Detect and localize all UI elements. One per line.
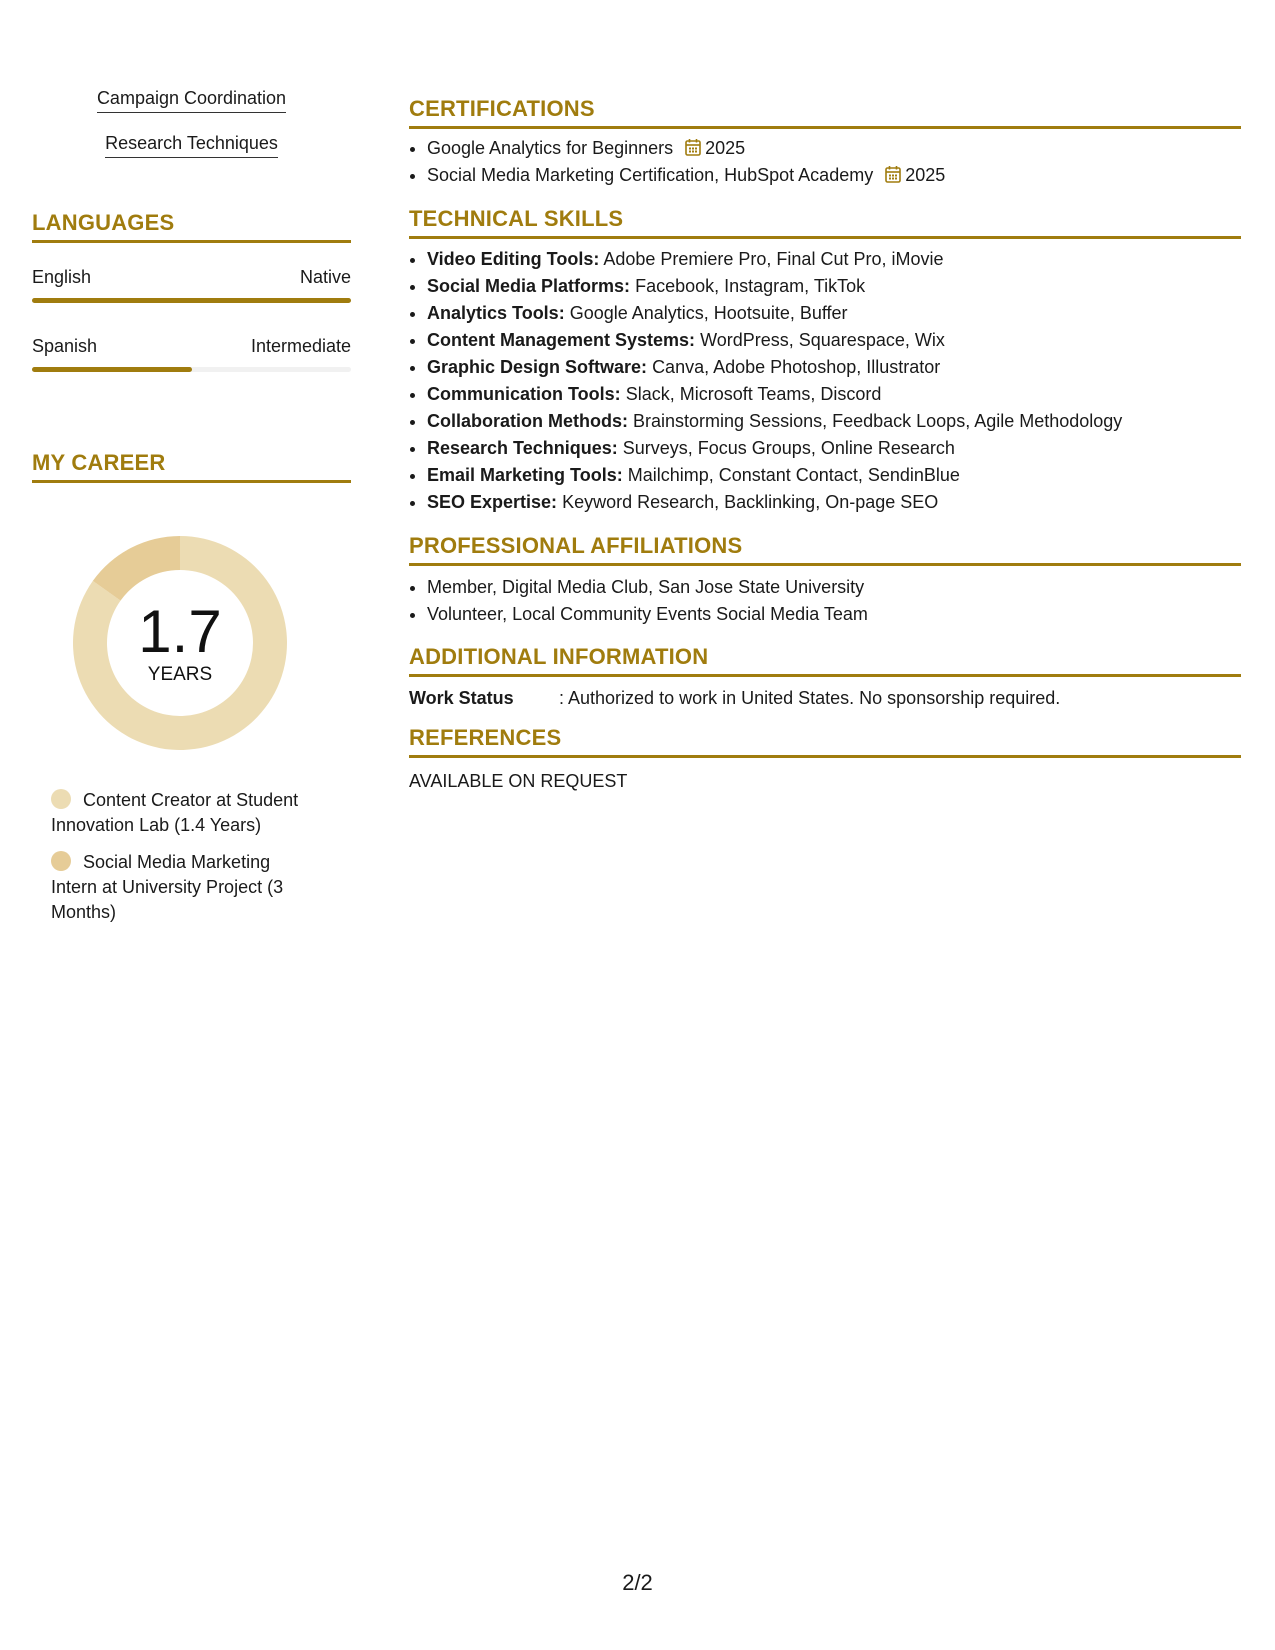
career-legend-item xyxy=(51,788,311,838)
skill-item xyxy=(427,408,1241,435)
skill-label: Research Techniques: xyxy=(427,438,618,458)
skill-value: WordPress, Squarespace, Wix xyxy=(700,330,945,350)
certification-item xyxy=(427,135,1241,162)
skill-item xyxy=(427,273,1241,300)
language-proficiency-bar xyxy=(32,298,351,303)
skill-item xyxy=(427,381,1241,408)
skill-tag[interactable] xyxy=(32,133,351,158)
career-total-value: 1.7 xyxy=(138,598,222,665)
legend-dot xyxy=(51,851,71,871)
languages-title: LANGUAGES xyxy=(32,210,351,243)
skill-label: Graphic Design Software: xyxy=(427,357,648,377)
skill-value: Surveys, Focus Groups, Online Research xyxy=(622,438,955,458)
legend-dot xyxy=(51,789,71,809)
references-text: AVAILABLE ON REQUEST xyxy=(409,771,628,791)
skill-tag-label: Research Techniques xyxy=(105,133,278,158)
skill-label: Communication Tools: xyxy=(427,384,621,404)
skill-value: Facebook, Instagram, TikTok xyxy=(635,276,866,296)
work-status-label: Work Status xyxy=(409,688,514,708)
technical-skills-list xyxy=(409,246,1241,516)
skill-value: Adobe Premiere Pro, Final Cut Pro, iMovie xyxy=(603,249,944,269)
certification-year: 2025 xyxy=(705,138,746,158)
skill-item xyxy=(427,246,1241,273)
skill-item xyxy=(427,489,1241,516)
affiliation-item: • Member, Digital Media Club, San Jose State University xyxy=(427,574,1241,601)
skill-value: Slack, Microsoft Teams, Discord xyxy=(625,384,882,404)
skill-value: Google Analytics, Hootsuite, Buffer xyxy=(569,303,848,323)
skill-tag-label: Campaign Coordination xyxy=(97,88,286,113)
language-proficiency-fill xyxy=(32,298,351,303)
certifications-title: CERTIFICATIONS xyxy=(409,96,1241,129)
work-status-value: : Authorized to work in United States. No sponsorship required. xyxy=(559,688,1061,708)
skill-tag[interactable] xyxy=(32,88,351,113)
skill-label: Analytics Tools: xyxy=(427,303,565,323)
skill-value: Canva, Adobe Photoshop, Illustrator xyxy=(652,357,941,377)
career-total-unit: YEARS xyxy=(147,664,213,685)
skill-value: Keyword Research, Backlinking, On-page SEO xyxy=(562,492,939,512)
skill-label: Content Management Systems: xyxy=(427,330,696,350)
certifications-list xyxy=(409,135,1241,189)
technical-skills-title: TECHNICAL SKILLS xyxy=(409,206,1241,239)
skill-value: Brainstorming Sessions, Feedback Loops, Agile Methodology xyxy=(633,411,1123,431)
calendar-icon xyxy=(685,137,701,164)
skill-label: Email Marketing Tools: xyxy=(427,465,623,485)
skill-label: SEO Expertise: xyxy=(427,492,558,512)
certification-item xyxy=(427,162,1241,189)
language-name: Spanish xyxy=(32,336,98,356)
skill-item xyxy=(427,354,1241,381)
additional-info-title: ADDITIONAL INFORMATION xyxy=(409,644,1241,677)
references-title: REFERENCES xyxy=(409,725,1241,758)
page-number: 2/2 xyxy=(622,1570,653,1595)
skill-value: Mailchimp, Constant Contact, SendinBlue xyxy=(627,465,960,485)
career-title: MY CAREER xyxy=(32,450,351,483)
language-level: Native xyxy=(299,267,351,287)
legend-label: Social Media Marketing Intern at University Project (3 Months) xyxy=(51,852,284,922)
affiliation-item: • Volunteer, Local Community Events Social Media Team xyxy=(427,601,1241,628)
skill-label: Social Media Platforms: xyxy=(427,276,631,296)
skill-item xyxy=(427,327,1241,354)
certification-name: Google Analytics for Beginners xyxy=(427,138,674,158)
affiliations-title: PROFESSIONAL AFFILIATIONS xyxy=(409,533,1241,566)
language-proficiency-bar xyxy=(32,367,351,372)
calendar-icon xyxy=(885,164,901,191)
career-legend-item xyxy=(51,850,311,925)
legend-label: Content Creator at Student Innovation Lab (1.4 Years) xyxy=(51,790,299,835)
skill-label: Video Editing Tools: xyxy=(427,249,600,269)
skill-item xyxy=(427,435,1241,462)
skill-label: Collaboration Methods: xyxy=(427,411,628,431)
skill-item xyxy=(427,300,1241,327)
language-level: Intermediate xyxy=(250,336,351,356)
affiliations-list xyxy=(409,574,1241,628)
language-name: English xyxy=(32,267,92,287)
certification-year: 2025 xyxy=(905,165,946,185)
certification-name: Social Media Marketing Certification, HubSpot Academy xyxy=(427,165,874,185)
skill-item xyxy=(427,462,1241,489)
language-proficiency-fill xyxy=(32,367,192,372)
